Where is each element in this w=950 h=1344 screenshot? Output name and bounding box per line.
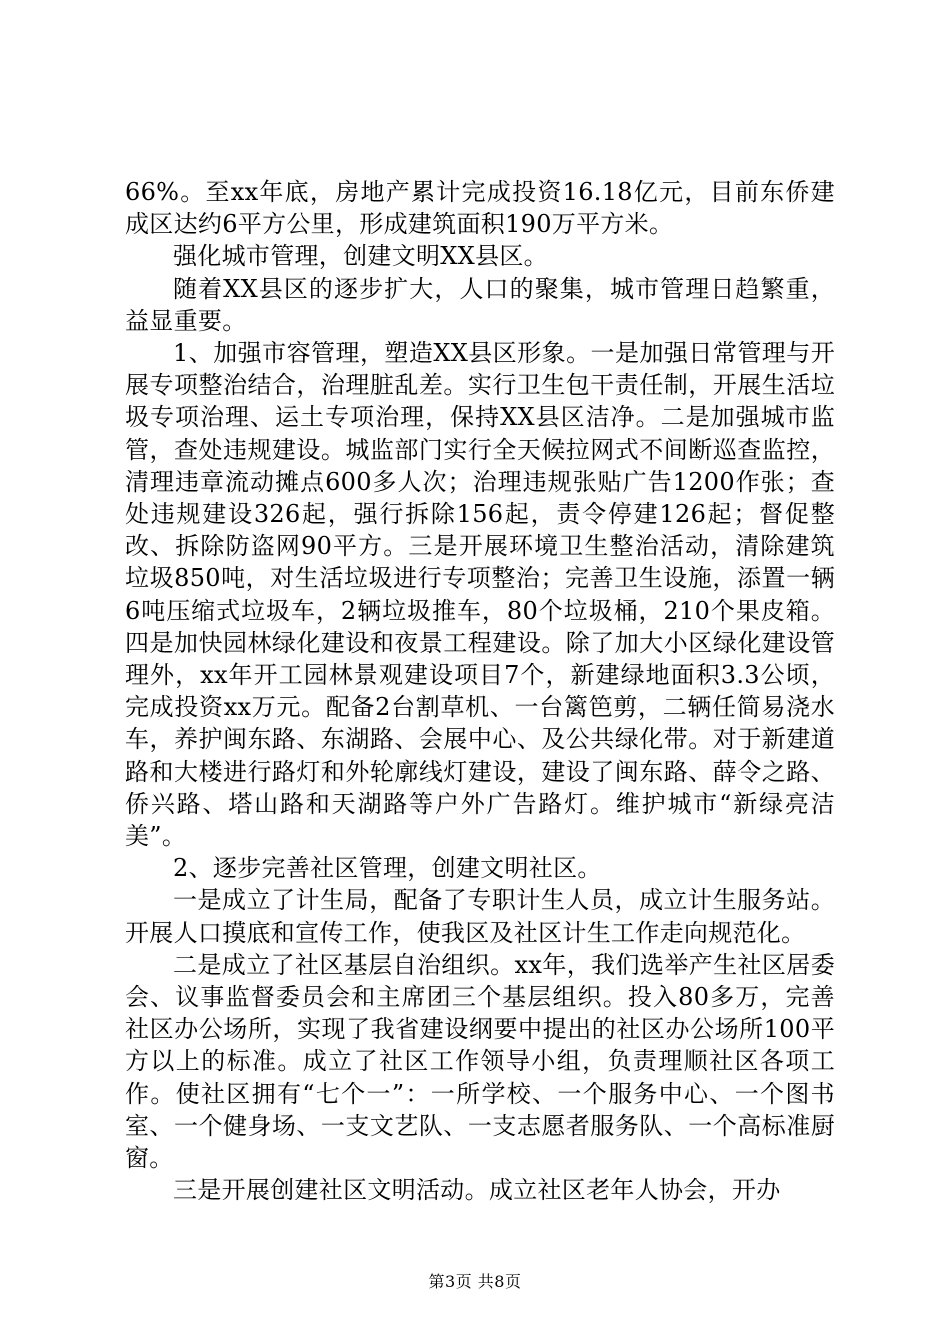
paragraph-6: 一是成立了计生局，配备了专职计生人员，成立计生服务站。开展人口摸底和宣传工作，使我区及社区计生工作走向规范化。	[125, 886, 835, 947]
paragraph-4: 1、加强市容管理，塑造XX县区形象。一是加强日常管理与开展专项整治结合，治理脏乱差。实行卫生包干责任制，开展生活垃圾专项治理、运土专项治理，保持XX县区洁净。二是加强城市监管，查处违规建设。城监部门实行全天候拉网式不间断巡查监控，清理违章流动摊点600多人次；治理违规张贴广告1200作张；查处违规建设326起，强行拆除156起，责令停建126起；督促整改、拆除防盗网90平方。三是开展环境卫生整治活动，清除建筑垃圾850吨，对生活垃圾进行专项整治；完善卫生设施，添置一辆6吨压缩式垃圾车，2辆垃圾推车，80个垃圾桶，210个果皮箱。四是加快园林绿化建设和夜景工程建设。除了加大小区绿化建设管理外，xx年开工园林景观建设项目7个，新建绿地面积3.3公顷，完成投资xx万元。配备2台割草机、一台篱笆剪，二辆任简易浇水车，养护闽东路、东湖路、会展中心、及公共绿化带。对于新建道路和大楼进行路灯和外轮廓线灯建设，建设了闽东路、薛令之路、侨兴路、塔山路和天湖路等户外广告路灯。维护城市“新绿亮洁美”。	[125, 339, 835, 851]
paragraph-8: 三是开展创建社区文明活动。成立社区老年人协会，开办	[173, 1176, 781, 1205]
page-footer: 第3页 共8页	[428, 1272, 522, 1291]
document-body	[125, 176, 835, 1207]
paragraph-3: 随着XX县区的逐步扩大，人口的聚集，城市管理日趋繁重，益显重要。	[125, 274, 835, 335]
paragraph-1: 66%。至xx年底，房地产累计完成投资16.18亿元，目前东侨建成区达约6平方公里，形成建筑面积190万平方米。	[125, 178, 835, 239]
paragraph-7: 二是成立了社区基层自治组织。xx年，我们选举产生社区居委会、议事监督委员会和主席团三个基层组织。投入80多万，完善社区办公场所，实现了我省建设纲要中提出的社区办公场所100平方以上的标准。成立了社区工作领导小组，负责理顺社区各项工作。使社区拥有“七个一”：一所学校、一个服务中心、一个图书室、一个健身场、一支文艺队、一支志愿者服务队、一个高标准厨窗。	[125, 950, 835, 1173]
paragraph-2: 强化城市管理，创建文明XX县区。	[173, 242, 548, 271]
paragraph-5: 2、逐步完善社区管理，创建文明社区。	[173, 854, 602, 883]
